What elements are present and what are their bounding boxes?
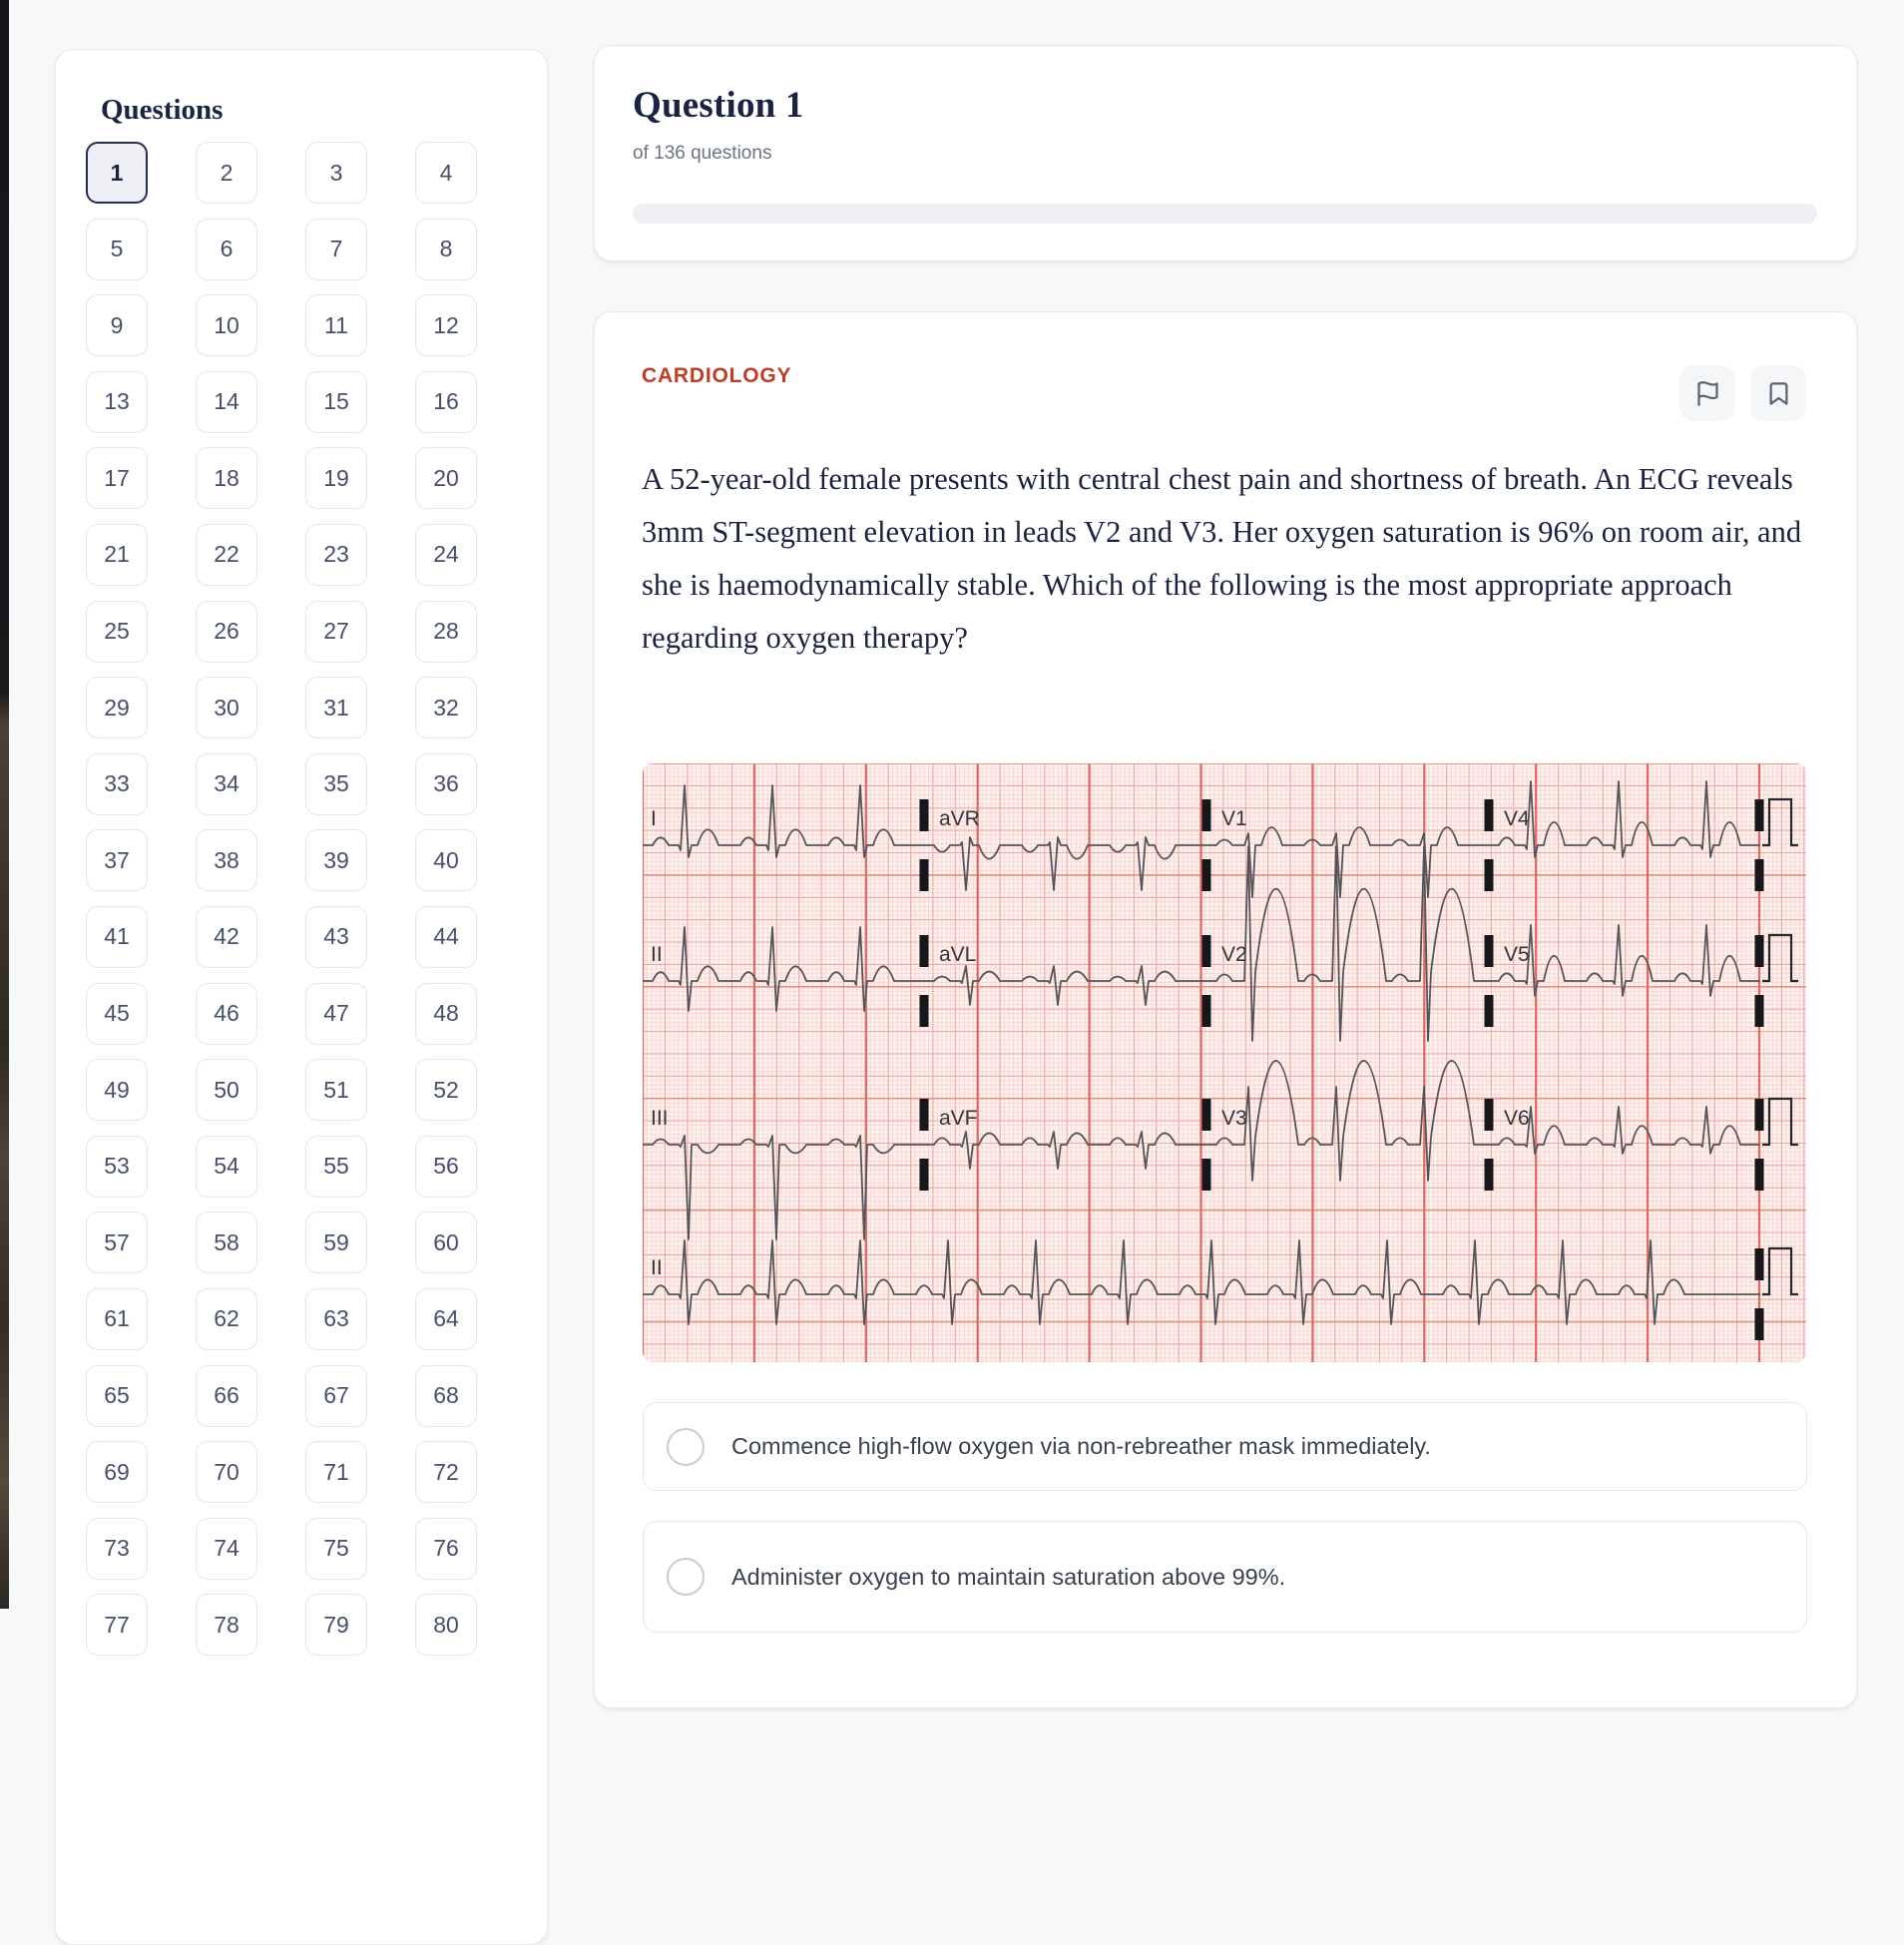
ecg-image bbox=[643, 763, 1806, 1362]
question-number-button[interactable]: 18 bbox=[196, 447, 257, 509]
question-number-button[interactable]: 20 bbox=[415, 447, 477, 509]
question-number-button[interactable]: 69 bbox=[86, 1441, 148, 1503]
question-number-button[interactable]: 52 bbox=[415, 1059, 477, 1121]
question-number-button[interactable]: 36 bbox=[415, 753, 477, 815]
radio-button[interactable] bbox=[667, 1428, 705, 1466]
ecg-lead-label: aVF bbox=[939, 1107, 978, 1130]
ecg-lead-label: V5 bbox=[1504, 943, 1530, 966]
question-number-button[interactable]: 70 bbox=[196, 1441, 257, 1503]
question-number-button[interactable]: 73 bbox=[86, 1518, 148, 1580]
question-number-button[interactable]: 56 bbox=[415, 1136, 477, 1198]
question-number-button[interactable]: 29 bbox=[86, 677, 148, 738]
question-number-button[interactable]: 58 bbox=[196, 1212, 257, 1273]
answer-option-label: Commence high-flow oxygen via non-rebreather mask immediately. bbox=[731, 1433, 1431, 1459]
ecg-lead-label: V3 bbox=[1221, 1107, 1247, 1130]
left-edge-strip bbox=[0, 0, 9, 1609]
ecg-lead-label: V6 bbox=[1504, 1107, 1530, 1130]
question-number-button[interactable]: 42 bbox=[196, 906, 257, 968]
progress-bar bbox=[633, 204, 1817, 224]
question-number-button[interactable]: 47 bbox=[305, 983, 367, 1045]
question-number-button[interactable]: 78 bbox=[196, 1594, 257, 1656]
question-number-button[interactable]: 50 bbox=[196, 1059, 257, 1121]
ecg-lead-label: V2 bbox=[1221, 943, 1247, 966]
question-number-button[interactable]: 16 bbox=[415, 371, 477, 433]
question-number-button[interactable]: 63 bbox=[305, 1288, 367, 1350]
page-title: Question 1 bbox=[633, 85, 804, 126]
question-number-button[interactable]: 79 bbox=[305, 1594, 367, 1656]
question-number-button[interactable]: 61 bbox=[86, 1288, 148, 1350]
question-number-button[interactable]: 32 bbox=[415, 677, 477, 738]
question-number-grid bbox=[86, 142, 477, 1656]
category-label: CARDIOLOGY bbox=[642, 364, 792, 387]
question-number-button[interactable]: 76 bbox=[415, 1518, 477, 1580]
question-number-button[interactable]: 6 bbox=[196, 219, 257, 280]
question-number-button[interactable]: 40 bbox=[415, 829, 477, 891]
question-number-button[interactable]: 65 bbox=[86, 1365, 148, 1427]
answer-option-label: Administer oxygen to maintain saturation above 99%. bbox=[731, 1563, 1286, 1590]
question-number-button[interactable]: 19 bbox=[305, 447, 367, 509]
question-number-button[interactable]: 59 bbox=[305, 1212, 367, 1273]
question-number-button[interactable]: 57 bbox=[86, 1212, 148, 1273]
question-number-button[interactable]: 4 bbox=[415, 142, 477, 204]
question-number-button[interactable]: 62 bbox=[196, 1288, 257, 1350]
answer-option[interactable] bbox=[643, 1521, 1807, 1633]
question-number-button[interactable]: 48 bbox=[415, 983, 477, 1045]
question-number-button[interactable]: 17 bbox=[86, 447, 148, 509]
answer-option[interactable] bbox=[643, 1402, 1807, 1491]
ecg-lead-label: II bbox=[651, 943, 663, 966]
question-number-button[interactable]: 14 bbox=[196, 371, 257, 433]
question-number-button[interactable]: 2 bbox=[196, 142, 257, 204]
question-number-button[interactable]: 75 bbox=[305, 1518, 367, 1580]
ecg-lead-label: aVL bbox=[939, 943, 977, 966]
ecg-lead-label: V1 bbox=[1221, 807, 1247, 830]
question-number-button[interactable]: 71 bbox=[305, 1441, 367, 1503]
question-number-button[interactable]: 9 bbox=[86, 294, 148, 356]
question-number-button[interactable]: 35 bbox=[305, 753, 367, 815]
question-number-button[interactable]: 74 bbox=[196, 1518, 257, 1580]
question-number-button[interactable]: 37 bbox=[86, 829, 148, 891]
question-number-button[interactable]: 11 bbox=[305, 294, 367, 356]
bookmark-icon bbox=[1765, 380, 1792, 407]
question-number-button[interactable]: 72 bbox=[415, 1441, 477, 1503]
question-number-button[interactable]: 67 bbox=[305, 1365, 367, 1427]
question-number-button[interactable]: 64 bbox=[415, 1288, 477, 1350]
question-number-button[interactable]: 54 bbox=[196, 1136, 257, 1198]
question-number-button[interactable]: 51 bbox=[305, 1059, 367, 1121]
question-number-button[interactable]: 55 bbox=[305, 1136, 367, 1198]
question-number-button[interactable]: 53 bbox=[86, 1136, 148, 1198]
question-number-button[interactable]: 77 bbox=[86, 1594, 148, 1656]
question-number-button[interactable]: 22 bbox=[196, 524, 257, 586]
question-header-card bbox=[594, 45, 1857, 261]
question-card bbox=[594, 311, 1857, 1708]
question-number-button[interactable]: 66 bbox=[196, 1365, 257, 1427]
question-number-button[interactable]: 33 bbox=[86, 753, 148, 815]
question-number-button[interactable]: 24 bbox=[415, 524, 477, 586]
question-number-button[interactable]: 80 bbox=[415, 1594, 477, 1656]
question-number-button[interactable]: 13 bbox=[86, 371, 148, 433]
ecg-lead-label: I bbox=[651, 807, 657, 830]
question-number-button[interactable]: 23 bbox=[305, 524, 367, 586]
question-count-label: of 136 questions bbox=[633, 143, 772, 164]
question-number-button[interactable]: 30 bbox=[196, 677, 257, 738]
question-number-button[interactable]: 3 bbox=[305, 142, 367, 204]
radio-button[interactable] bbox=[667, 1558, 705, 1596]
question-number-button[interactable]: 27 bbox=[305, 601, 367, 663]
ecg-lead-label: aVR bbox=[939, 807, 980, 830]
ecg-lead-label: II bbox=[651, 1256, 663, 1279]
question-number-button[interactable]: 38 bbox=[196, 829, 257, 891]
question-number-button[interactable]: 68 bbox=[415, 1365, 477, 1427]
question-number-button[interactable]: 1 bbox=[86, 142, 148, 204]
question-number-button[interactable]: 49 bbox=[86, 1059, 148, 1121]
question-number-button[interactable]: 10 bbox=[196, 294, 257, 356]
question-number-button[interactable]: 8 bbox=[415, 219, 477, 280]
question-number-button[interactable]: 28 bbox=[415, 601, 477, 663]
question-number-button[interactable]: 45 bbox=[86, 983, 148, 1045]
question-number-button[interactable]: 15 bbox=[305, 371, 367, 433]
question-number-button[interactable]: 34 bbox=[196, 753, 257, 815]
question-number-button[interactable]: 5 bbox=[86, 219, 148, 280]
question-number-button[interactable]: 31 bbox=[305, 677, 367, 738]
question-number-button[interactable]: 21 bbox=[86, 524, 148, 586]
question-number-button[interactable]: 60 bbox=[415, 1212, 477, 1273]
ecg-lead-label: V4 bbox=[1504, 807, 1530, 830]
question-number-button[interactable]: 12 bbox=[415, 294, 477, 356]
question-number-button[interactable]: 44 bbox=[415, 906, 477, 968]
flag-question-button[interactable] bbox=[1679, 365, 1735, 421]
flag-icon bbox=[1694, 380, 1721, 407]
question-number-button[interactable]: 46 bbox=[196, 983, 257, 1045]
question-number-button[interactable]: 25 bbox=[86, 601, 148, 663]
bookmark-question-button[interactable] bbox=[1750, 365, 1806, 421]
question-number-button[interactable]: 41 bbox=[86, 906, 148, 968]
ecg-lead-label: III bbox=[651, 1107, 669, 1130]
question-number-button[interactable]: 43 bbox=[305, 906, 367, 968]
question-number-button[interactable]: 26 bbox=[196, 601, 257, 663]
questions-panel-title: Questions bbox=[101, 94, 224, 126]
question-number-button[interactable]: 7 bbox=[305, 219, 367, 280]
question-text: A 52-year-old female presents with central chest pain and shortness of breath. An ECG reveals 3mm ST-segment elevation in leads V2 and V3. Her oxygen saturation is 96% on room air, and she is haemodynamically stable. Which of the following is the most appropriate approach regarding oxygen therapy? bbox=[642, 462, 1802, 655]
questions-panel bbox=[55, 49, 548, 1945]
question-number-button[interactable]: 39 bbox=[305, 829, 367, 891]
